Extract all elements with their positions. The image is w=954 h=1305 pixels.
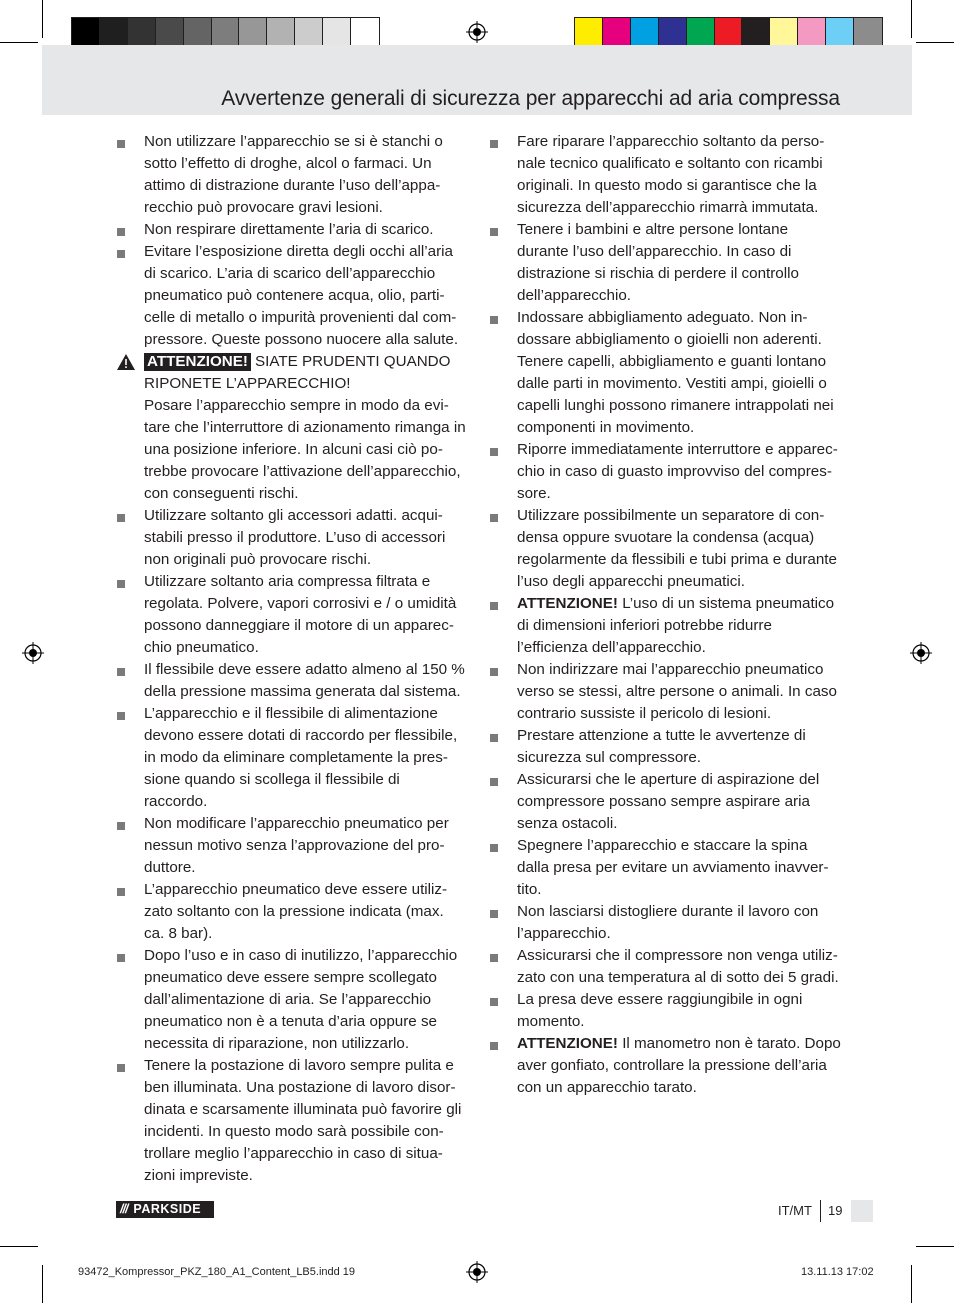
bullet-square-icon [490, 778, 498, 786]
list-item [489, 989, 843, 1033]
print-slug-date: 13.11.13 17:02 [801, 1266, 874, 1278]
item-body: Non utilizzare l’apparecchio se si è stanchi o sotto l’effetto di droghe, alcol o farmaci. Un attimo di distrazione durante l’uso dell’apparecchio può provocare gravi lesioni. [144, 133, 443, 216]
print-slug-file: 93472_Kompressor_PKZ_180_A1_Content_LB5.indd 19 [78, 1266, 356, 1278]
color-swatch [100, 18, 128, 45]
bullet-square-icon [117, 954, 125, 962]
item-body: Non respirare direttamente l’aria di scarico. [144, 221, 434, 238]
item-body: Evitare l’esposizione diretta degli occhi all’aria di scarico. L’aria di scarico dell’apparecchio pneumatico può contenere acqua, olio, particelle di metallo o impurità provenienti dal compressore. Queste possono nuocere alla salute. [144, 243, 459, 348]
color-swatch [631, 18, 659, 45]
color-swatch [854, 18, 882, 45]
item-text [517, 1033, 843, 1099]
list-item [489, 659, 843, 725]
right-column [489, 131, 843, 1099]
item-text [144, 703, 466, 813]
page-number: 19 [828, 1203, 843, 1218]
item-body: Utilizzare possibilmente un separatore di condensa oppure svuotare la condensa (acqua) regolarmente da flessibili e tubi prima e durante l’uso degli apparecchi pneumatici. [517, 507, 837, 590]
color-swatch [72, 18, 100, 45]
page-number-tab [851, 1200, 873, 1222]
warning-item [116, 351, 466, 505]
item-text [517, 219, 843, 307]
bullet-square-icon [117, 822, 125, 830]
item-text [144, 1055, 466, 1187]
color-swatch [715, 18, 743, 45]
color-swatch [742, 18, 770, 45]
title-band [42, 45, 912, 115]
crop-mark [42, 1265, 43, 1303]
color-swatch [128, 18, 156, 45]
item-text [144, 571, 466, 659]
color-swatch [156, 18, 184, 45]
registration-mark-icon [466, 21, 488, 43]
list-item [489, 945, 843, 989]
item-body: Fare riparare l’apparecchio soltanto da personale tecnico qualificato e soltanto con ricambi originali. In questo modo si garantisce che la sicurezza dell’apparecchio rimarrà immutata. [517, 133, 825, 216]
item-text [144, 879, 466, 945]
item-text [517, 989, 843, 1033]
list-item [489, 769, 843, 835]
list-item [489, 439, 843, 505]
item-text [144, 659, 466, 703]
item-body: La presa deve essere raggiungibile in ogni momento. [517, 991, 803, 1030]
color-swatch [687, 18, 715, 45]
list-item [116, 219, 466, 241]
list-item [116, 131, 466, 219]
list-item [116, 813, 466, 879]
item-body: Indossare abbigliamento adeguato. Non indossare abbigliamento o gioielli non aderenti. Tenere capelli, abbigliamento e guanti lontano dalle parti in movimento. Vestiti ampi, gioielli o capelli lunghi possono rimanere intrappolati nei componenti in movimento. [517, 309, 834, 436]
color-swatch [212, 18, 240, 45]
color-swatch [184, 18, 212, 45]
logo-brand: PARKSIDE [133, 1202, 202, 1216]
item-text [517, 945, 843, 989]
bullet-square-icon [117, 580, 125, 588]
crop-mark [916, 1246, 954, 1247]
item-body: Tenere la postazione di lavoro sempre pulita e ben illuminata. Una postazione di lavoro disordinata e scarsamente illuminata può favorire gli incidenti. In questo modo sarà possibile controllare meglio l’apparecchio in caso di situazioni impreviste. [144, 1057, 462, 1184]
bullet-square-icon [117, 140, 125, 148]
bullet-square-icon [490, 1042, 498, 1050]
item-body: Utilizzare soltanto gli accessori adatti. acquistabili presso il produttore. L’uso di accessori non originali può provocare rischi. [144, 507, 446, 568]
item-text [517, 725, 843, 769]
logo-slashes: /// [120, 1202, 128, 1216]
color-swatch [351, 18, 379, 45]
attention-label: ATTENZIONE! [517, 595, 618, 612]
item-text [144, 945, 466, 1055]
list-item [116, 659, 466, 703]
bullet-square-icon [490, 668, 498, 676]
page-number-divider [820, 1200, 821, 1222]
item-text [144, 505, 466, 571]
registration-mark-icon [466, 1261, 488, 1283]
item-text [144, 219, 466, 241]
color-swatch [603, 18, 631, 45]
item-text [517, 439, 843, 505]
registration-mark-icon [22, 642, 44, 664]
list-item [116, 505, 466, 571]
item-text [144, 241, 466, 351]
list-item [116, 879, 466, 945]
list-item [489, 901, 843, 945]
bullet-square-icon [117, 668, 125, 676]
list-item [489, 219, 843, 307]
list-item [116, 945, 466, 1055]
bullet-square-icon [490, 844, 498, 852]
crop-mark [0, 1246, 38, 1247]
item-body: Spegnere l’apparecchio e staccare la spina dalla presa per evitare un avviamento inavvertito. [517, 837, 829, 898]
item-body: L’uso di un sistema pneumatico di dimensioni inferiori potrebbe ridurre l’efficienza dell’apparecchio. [517, 595, 835, 656]
warning-triangle-icon [116, 353, 136, 371]
bullet-square-icon [490, 140, 498, 148]
color-swatch [295, 18, 323, 45]
bullet-square-icon [490, 514, 498, 522]
item-body: L’apparecchio e il flessibile di alimentazione devono essere dotati di raccordo per flessibile, in modo da eliminare completamente la pressione quando si scollega il flessibile di raccordo. [144, 705, 458, 810]
item-text [517, 769, 843, 835]
item-text [517, 659, 843, 725]
item-body: Tenere i bambini e altre persone lontane durante l’uso dell’apparecchio. In caso di distrazione si rischia di perdere il controllo dell’apparecchio. [517, 221, 799, 304]
color-swatch [267, 18, 295, 45]
list-item [116, 703, 466, 813]
item-body: Assicurarsi che le aperture di aspirazione del compressore possano sempre aspirare aria senza ostacoli. [517, 771, 820, 832]
attention-badge: ATTENZIONE! [144, 353, 251, 371]
bullet-square-icon [490, 734, 498, 742]
bullet-square-icon [117, 712, 125, 720]
list-item [489, 725, 843, 769]
crop-mark [0, 42, 38, 43]
color-swatch [575, 18, 603, 45]
item-text [517, 593, 843, 659]
color-swatch [826, 18, 854, 45]
item-text [144, 131, 466, 219]
list-item [489, 505, 843, 593]
crop-mark [42, 0, 43, 38]
item-text [517, 131, 843, 219]
item-text [517, 901, 843, 945]
item-body: Non indirizzare mai l’apparecchio pneumatico verso se stessi, altre persone o animali. In caso contrario sussiste il pericolo di lesioni. [517, 661, 837, 722]
bullet-square-icon [490, 954, 498, 962]
list-item [489, 131, 843, 219]
crop-mark [911, 0, 912, 38]
list-item [489, 593, 843, 659]
item-body: Il manometro non è tarato. Dopo aver gonfiato, controllare la pressione dell’aria con un apparecchio tarato. [517, 1035, 841, 1096]
bullet-square-icon [117, 1064, 125, 1072]
language-code: IT/MT [778, 1203, 812, 1218]
color-swatch [659, 18, 687, 45]
list-item [489, 307, 843, 439]
item-text [144, 813, 466, 879]
bullet-square-icon [117, 514, 125, 522]
item-body: Prestare attenzione a tutte le avvertenze di sicurezza sul compressore. [517, 727, 806, 766]
bullet-square-icon [490, 316, 498, 324]
warning-text [144, 351, 466, 505]
item-body: Dopo l’uso e in caso di inutilizzo, l’apparecchio pneumatico deve essere sempre scollegato dall’alimentazione di aria. Se l’apparecchio pneumatico non è a tenuta d’aria oppure se necessita di riparazione, non utilizzarlo. [144, 947, 458, 1052]
list-item [489, 1033, 843, 1099]
registration-mark-icon [910, 642, 932, 664]
list-item [116, 241, 466, 351]
item-body: Riporre immediatamente interruttore e apparecchio in caso di guasto improvviso del compressore. [517, 441, 838, 502]
crop-mark [916, 42, 954, 43]
attention-label: ATTENZIONE! [517, 1035, 618, 1052]
color-swatch [770, 18, 798, 45]
item-text [517, 307, 843, 439]
bullet-square-icon [117, 250, 125, 258]
color-swatch [798, 18, 826, 45]
bullet-square-icon [490, 228, 498, 236]
bullet-square-icon [117, 228, 125, 236]
warning-heading: SIATE PRUDENTI QUANDO RIPONETE L’APPARECCHIO! [144, 353, 451, 392]
brand-logo [116, 1201, 214, 1218]
item-body: Assicurarsi che il compressore non venga utilizzato con una temperatura al di sotto dei 5 gradi. [517, 947, 839, 986]
list-item [489, 835, 843, 901]
color-swatch [239, 18, 267, 45]
crop-mark [911, 1265, 912, 1303]
bullet-square-icon [490, 910, 498, 918]
item-text [517, 505, 843, 593]
list-item [116, 571, 466, 659]
list-item [116, 1055, 466, 1187]
grayscale-color-bar [71, 17, 380, 46]
left-column [116, 131, 466, 1187]
bullet-square-icon [117, 888, 125, 896]
item-body: L’apparecchio pneumatico deve essere utilizzato soltanto con la pressione indicata (max. ca. 8 bar). [144, 881, 448, 942]
item-body: Il flessibile deve essere adatto almeno al 150 % della pressione massima generata dal sistema. [144, 661, 465, 700]
item-text [517, 835, 843, 901]
color-swatch [323, 18, 351, 45]
item-body: Non modificare l’apparecchio pneumatico per nessun motivo senza l’approvazione del produttore. [144, 815, 449, 876]
warning-body: Posare l’apparecchio sempre in modo da evitare che l’interruttore di azionamento rimanga in una posizione inferiore. In alcuni casi ciò potrebbe provocare l’attivazione dell’apparecchio, con conseguenti rischi. [144, 397, 466, 502]
process-color-bar [574, 17, 883, 46]
bullet-square-icon [490, 448, 498, 456]
bullet-square-icon [490, 602, 498, 610]
bullet-square-icon [490, 998, 498, 1006]
item-body: Utilizzare soltanto aria compressa filtrata e regolata. Polvere, vapori corrosivi e / o umidità possono danneggiare il motore di un apparecchio pneumatico. [144, 573, 457, 656]
page-title: Avvertenze generali di sicurezza per apparecchi ad aria compressa [221, 87, 840, 110]
item-body: Non lasciarsi distogliere durante il lavoro con l’apparecchio. [517, 903, 819, 942]
